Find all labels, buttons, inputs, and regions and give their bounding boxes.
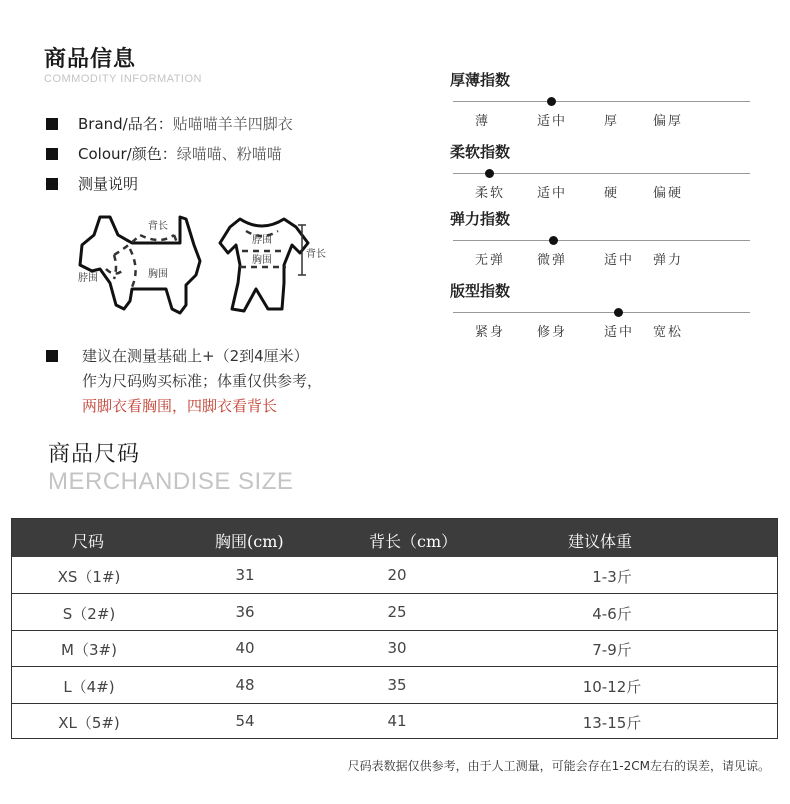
table-row: [12, 630, 777, 667]
index-scale-line: [453, 101, 750, 102]
index-option-label: 微弹: [537, 253, 568, 268]
table-row: [12, 594, 777, 631]
shirt-neck-label: 脖围: [252, 235, 272, 246]
table-cell: 31: [235, 566, 255, 584]
table-cell: 41: [387, 712, 407, 730]
size-table: [11, 518, 778, 739]
index-option-label: 适中: [537, 186, 568, 201]
index-option-label: 修身: [537, 325, 568, 340]
index-option-label: 硬: [604, 186, 620, 201]
header-weight: 建议体重: [568, 532, 633, 551]
index-scale-line: [453, 240, 750, 241]
page-title: 商品信息: [44, 47, 137, 72]
bullet-square-icon: [46, 178, 58, 190]
shirt-illustration: [220, 219, 326, 311]
dog-neck-label: 脖围: [78, 273, 98, 284]
table-cell: 30: [387, 639, 407, 657]
index-option-label: 适中: [604, 325, 635, 340]
index-option-label: 厚: [604, 114, 620, 129]
index-option-label: 偏厚: [653, 114, 684, 129]
table-cell: 25: [387, 602, 407, 621]
table-cell: 35: [387, 675, 407, 694]
index-option-label: 适中: [537, 114, 568, 129]
measure-line: [46, 173, 138, 194]
index-title: 厚薄指数: [450, 71, 511, 89]
brand-line: [46, 113, 293, 134]
note-line-2: 作为尺码购买标准；体重仅供参考，: [82, 372, 323, 390]
table-cell: M（3#): [61, 641, 117, 659]
brand-value: 贴喵喵羊羊四脚衣: [172, 115, 293, 133]
note-line-1: 建议在测量基础上+（2到4厘米）: [82, 347, 309, 365]
index-marker: [485, 169, 494, 178]
table-row: [12, 703, 777, 740]
table-cell: 10-12斤: [582, 677, 642, 696]
index-option-label: 紧身: [475, 325, 506, 340]
index-option-label: 薄: [475, 114, 491, 129]
table-cell: S（2#): [62, 604, 116, 623]
table-cell: 40: [235, 639, 255, 657]
table-cell: XS（1#): [57, 568, 121, 586]
table-cell: 48: [235, 675, 255, 694]
table-cell: 36: [235, 602, 255, 621]
bullet-square-icon: [46, 118, 58, 130]
brand-label: Brand/品名：: [78, 115, 173, 133]
table-cell: 13-15斤: [582, 714, 642, 732]
index-marker: [547, 97, 556, 106]
measure-label: 测量说明: [78, 175, 139, 193]
colour-label: Colour/颜色：: [78, 145, 177, 163]
index-title: 柔软指数: [450, 143, 511, 161]
index-marker: [614, 308, 623, 317]
table-row: [12, 667, 777, 704]
header-chest: 胸围(cm): [215, 532, 284, 551]
dog-illustration: [78, 217, 200, 313]
index-marker: [549, 236, 558, 245]
dog-back-label: 背长: [148, 221, 168, 232]
size-title: 商品尺码: [48, 442, 141, 467]
index-option-label: 适中: [604, 253, 635, 268]
index-title: 版型指数: [450, 282, 511, 300]
table-cell: 1-3斤: [592, 568, 632, 586]
table-cell: XL（5#): [58, 714, 120, 732]
index-option-label: 弹力: [653, 253, 684, 268]
shirt-back-label: 背长: [306, 249, 326, 260]
size-subtitle: MERCHANDISE SIZE: [48, 468, 294, 495]
table-row: [12, 557, 777, 594]
index-scale-line: [453, 173, 750, 174]
shirt-chest-label: 胸围: [252, 255, 272, 266]
table-cell: 54: [235, 712, 255, 730]
header-size: 尺码: [72, 532, 105, 551]
table-cell: L（4#): [63, 677, 115, 696]
index-scale-line: [453, 312, 750, 313]
index-title: 弹力指数: [450, 210, 511, 228]
index-option-label: 柔软: [475, 186, 506, 201]
colour-line: [46, 143, 282, 164]
footer-note: 尺码表数据仅供参考，由于人工测量，可能会存在1-2CM左右的误差，请见谅。: [347, 759, 770, 773]
table-cell: 4-6斤: [592, 604, 632, 623]
table-cell: 20: [387, 566, 407, 584]
page-subtitle: COMMODITY INFORMATION: [44, 73, 202, 85]
index-option-label: 偏硬: [653, 186, 684, 201]
measurement-diagram: [70, 205, 340, 325]
colour-value: 绿喵喵、粉喵喵: [176, 145, 282, 163]
dog-chest-label: 胸围: [148, 269, 168, 280]
table-header: [12, 519, 777, 557]
bullet-square-icon: [46, 350, 58, 362]
bullet-square-icon: [46, 148, 58, 160]
index-option-label: 宽松: [653, 325, 684, 340]
note-line-3: 两脚衣看胸围，四脚衣看背长: [82, 397, 278, 415]
index-option-label: 无弹: [475, 253, 506, 268]
header-back: 背长（cm）: [369, 532, 458, 551]
table-cell: 7-9斤: [592, 641, 632, 659]
